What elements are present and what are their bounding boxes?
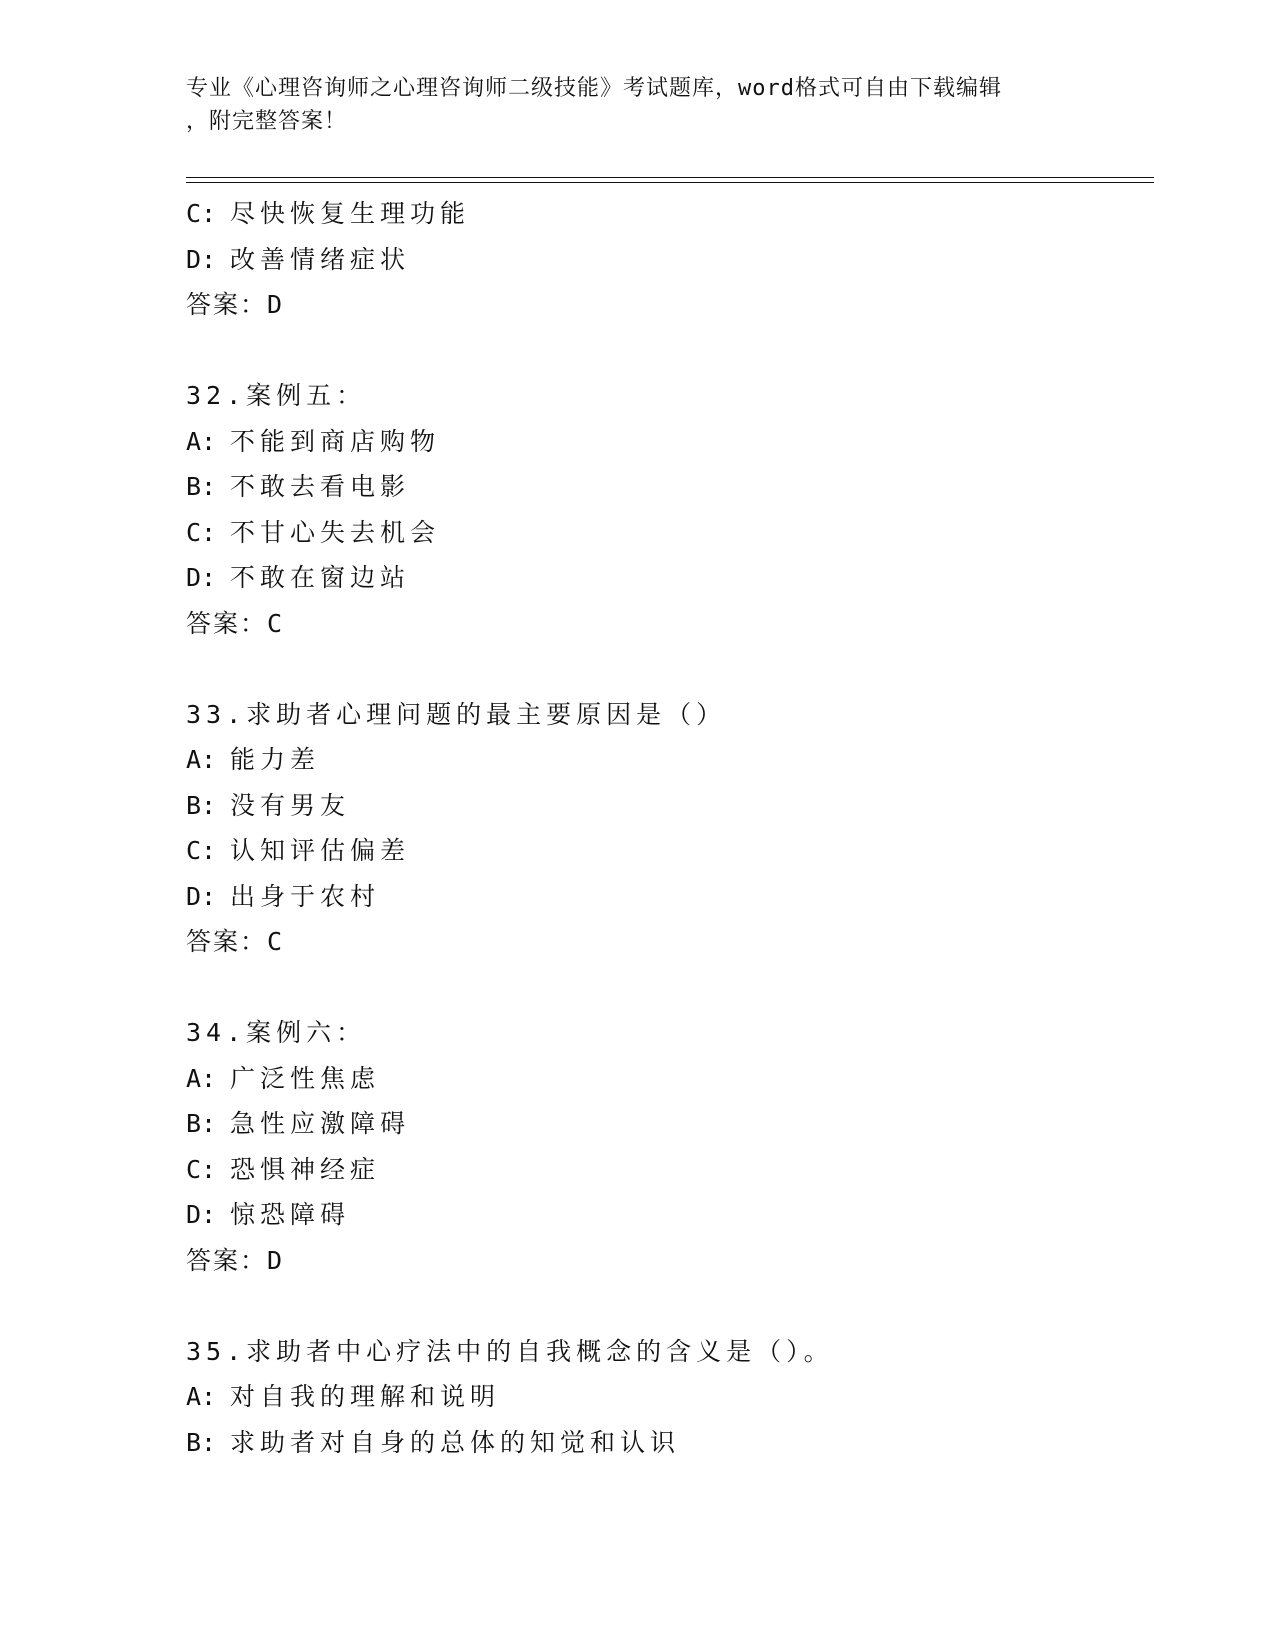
option-text: 不敢去看电影 bbox=[230, 472, 411, 501]
option-text: 不能到商店购物 bbox=[230, 426, 441, 456]
option-text: 不甘心失去机会 bbox=[230, 517, 441, 547]
answer-line: 答案：C bbox=[186, 608, 285, 638]
option-line bbox=[186, 1374, 1154, 1420]
option-key: D: bbox=[186, 1200, 217, 1229]
option-key: B: bbox=[186, 1109, 217, 1138]
option-key: A: bbox=[186, 1382, 217, 1411]
option-line bbox=[186, 828, 1154, 874]
header-subtitle: ，附完整答案！ bbox=[186, 109, 348, 134]
option-key: C: bbox=[186, 1154, 217, 1184]
spacer bbox=[186, 965, 1154, 1011]
option-line bbox=[186, 464, 1154, 510]
option-key: B: bbox=[186, 1427, 217, 1457]
option-key: A: bbox=[186, 426, 217, 456]
question-stem: 33.求助者心理问题的最主要原因是（） bbox=[186, 699, 727, 729]
option-line bbox=[186, 191, 1154, 237]
option-key: B: bbox=[186, 790, 217, 820]
option-line bbox=[186, 737, 1154, 783]
option-text: 能力差 bbox=[230, 745, 321, 774]
option-line bbox=[186, 783, 1154, 829]
option-key: A: bbox=[186, 1063, 217, 1093]
option-text: 不敢在窗边站 bbox=[230, 563, 411, 592]
option-line bbox=[186, 555, 1154, 601]
answer-line: 答案：D bbox=[186, 290, 285, 319]
header-title: 专业《心理咨询师之心理咨询师二级技能》考试题库，word格式可自由下载编辑 bbox=[186, 76, 1002, 101]
option-line bbox=[186, 1420, 1154, 1466]
spacer bbox=[186, 328, 1154, 374]
option-text: 出身于农村 bbox=[230, 881, 381, 911]
option-text: 尽快恢复生理功能 bbox=[230, 199, 471, 228]
option-text: 惊恐障碍 bbox=[230, 1200, 351, 1229]
option-key: D: bbox=[186, 563, 217, 592]
option-text: 改善情绪症状 bbox=[230, 244, 411, 274]
option-text: 急性应激障碍 bbox=[230, 1109, 411, 1138]
spacer bbox=[186, 646, 1154, 692]
option-line bbox=[186, 510, 1154, 556]
option-text: 没有男友 bbox=[230, 790, 351, 820]
option-line bbox=[186, 1056, 1154, 1102]
question-stem: 35.求助者中心疗法中的自我概念的含义是（）。 bbox=[186, 1336, 834, 1366]
option-text: 认知评估偏差 bbox=[230, 836, 411, 865]
option-line bbox=[186, 237, 1154, 283]
header-divider-top bbox=[186, 177, 1154, 178]
question-stem: 32.案例五： bbox=[186, 381, 367, 410]
question-list bbox=[186, 191, 1154, 1465]
option-key: C: bbox=[186, 836, 217, 865]
header-divider-bottom bbox=[186, 182, 1154, 183]
answer-line: 答案：D bbox=[186, 1245, 285, 1275]
option-line bbox=[186, 1192, 1154, 1238]
option-key: D: bbox=[186, 881, 217, 911]
answer-line: 答案：C bbox=[186, 927, 285, 956]
option-text: 求助者对自身的总体的知觉和认识 bbox=[230, 1427, 681, 1457]
option-key: D: bbox=[186, 244, 217, 274]
option-key: C: bbox=[186, 199, 217, 228]
option-line bbox=[186, 1101, 1154, 1147]
option-key: B: bbox=[186, 472, 217, 501]
option-line bbox=[186, 1147, 1154, 1193]
document-header bbox=[186, 72, 1086, 138]
option-line bbox=[186, 419, 1154, 465]
spacer bbox=[186, 1283, 1154, 1329]
option-text: 恐惧神经症 bbox=[230, 1154, 381, 1184]
option-line bbox=[186, 874, 1154, 920]
option-key: C: bbox=[186, 517, 217, 547]
option-key: A: bbox=[186, 745, 217, 774]
option-text: 对自我的理解和说明 bbox=[230, 1382, 501, 1411]
option-text: 广泛性焦虑 bbox=[230, 1063, 381, 1093]
question-stem: 34.案例六： bbox=[186, 1018, 367, 1047]
